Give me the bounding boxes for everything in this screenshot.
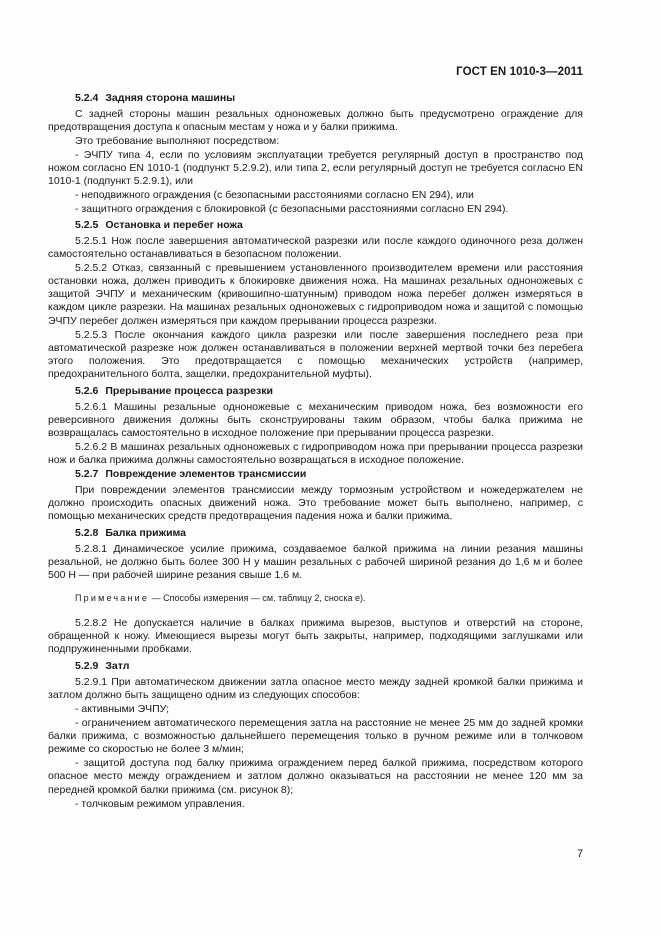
paragraph: 5.2.6.2 В машинах резальных одноножевых с гидроприводом ножа при прерывании процесса разрезки нож и балка прижима должны самостоятельно возвращаться в исходное положение. [48, 440, 583, 466]
section-number: 5.2.5 [75, 219, 99, 232]
section-number: 5.2.9 [75, 660, 99, 673]
list-item: - неподвижного ограждения (с безопасными расстояниями согласно EN 294), или [75, 189, 474, 202]
paragraph: 5.2.5.2 Отказ, связанный с превышением установленного производителем времени или расстояния остановки ножа, должен приводить к блокировке движения ножа. На машинах резальных одноножевых с защитой ЭЧПУ и механическим (кривошипно-шатунным) приводом ножа перебег должен измеряться в каждом цикле разрезки. На машинах резальных одноножевых с гидроприводом ножа и защитой с помощью ЭЧПУ перебег должен измеряться при каждом прерывании процесса разрезки. [48, 262, 583, 327]
section-heading-5-2-8 [48, 527, 583, 540]
paragraph: 5.2.8.1 Динамическое усилие прижима, создаваемое балкой прижима на линии резания машины резальной, не должно быть более 300 Н у машин резальных с рабочей шириной резания до 1,6 м и более 500 Н — при рабочей ширине резания свыше 1,6 м. [48, 542, 583, 581]
section-title: Затл [105, 660, 130, 673]
page-content [48, 92, 583, 812]
section-heading-5-2-9 [48, 660, 583, 673]
list-item: - ЭЧПУ типа 4, если по условиям эксплуатации требуется регулярный доступ в пространство под ножом согласно EN 1010-1 (подпункт 5.2.9.2), или типа 2, если регулярный доступ не требуется согласно EN 1010-1 (подпункт 5.2.9.1), или [48, 148, 583, 188]
paragraph: При повреждении элементов трансмиссии между тормозным устройством и ножедержателем не должно происходить опасных движений ножа. Это требование может быть выполнено, например, с помощью механических средств предотвращения падения ножа и балки прижима. [48, 483, 583, 522]
section-heading-5-2-7 [48, 468, 583, 481]
paragraph: 5.2.6.1 Машины резальные одноножевые с механическим приводом ножа, без возможности его реверсивного движения должны быть сконструированы таким образом, чтобы балка прижима не возвращалась самостоятельно в исходное положение при прерывании процесса разрезки. [48, 400, 583, 439]
paragraph: 5.2.5.1 Нож после завершения автоматической разрезки или после каждого одиночного реза должен самостоятельно останавливаться в безопасном положении. [48, 234, 583, 261]
paragraph: Это требование выполняют посредством: [75, 134, 280, 147]
section-heading-5-2-5 [48, 219, 583, 232]
section-title: Остановка и перебег ножа [105, 219, 243, 232]
paragraph: С задней стороны машин резальных одноножевых должно быть предусмотрено ограждение для предотвращения доступа к опасным местам у ножа и у балки прижима. [48, 107, 583, 133]
section-number: 5.2.6 [75, 384, 99, 397]
document-header-id: ГОСТ EN 1010-3—2011 [456, 66, 583, 78]
page-number: 7 [577, 848, 584, 860]
note-label: Примечание [75, 592, 150, 603]
list-item: - толчковым режимом управления. [75, 797, 245, 810]
section-heading-5-2-6 [48, 385, 583, 398]
list-item: - активными ЭЧПУ; [75, 702, 170, 715]
section-title: Повреждение элементов трансмиссии [105, 468, 307, 481]
paragraph: 5.2.9.1 При автоматическом движении затла опасное место между задней кромкой балки прижима и затлом должно быть защищено одним из следующих способов: [48, 675, 583, 701]
section-heading-5-2-4 [48, 92, 583, 105]
note-text: — Способы измерения — см. таблицу 2, сноска е). [149, 592, 366, 603]
list-item: - ограничением автоматического перемещения затла на расстояние не менее 25 мм до задней кромки балки прижима, с возможностью дальнейшего перемещения только в ручном режиме или в толчковом режиме со скоростью не более 3 м/мин; [48, 717, 583, 756]
list-item: - защитой доступа под балку прижима ограждением перед балкой прижима, посредством которого опасное место между ограждением и затлом должно оказываться на расстоянии не менее 120 мм за передней кромкой балки прижима (см. рисунок 8); [48, 757, 583, 796]
section-title: Задняя сторона машины [105, 92, 236, 104]
section-number: 5.2.7 [75, 468, 99, 481]
list-item: - защитного ограждения с блокировкой (с безопасными расстояниями согласно EN 294). [75, 203, 509, 216]
section-title: Балка прижима [105, 526, 187, 539]
note [48, 592, 583, 605]
paragraph: 5.2.5.3 После окончания каждого цикла разрезки или после завершения последнего реза при автоматической разрезке нож должен останавливаться в положении верхней мертвой точки без перебега этого положения. Это предотвращается с помощью механических устройств (например, предохранительного болта, защелки, предохранительной муфты). [48, 328, 583, 380]
section-number: 5.2.4 [75, 92, 99, 104]
section-title: Прерывание процесса разрезки [105, 384, 273, 397]
section-number: 5.2.8 [75, 526, 99, 539]
paragraph: 5.2.8.2 Не допускается наличие в балках прижима вырезов, выступов и отверстий на стороне, обращенной к ножу. Имеющиеся вырезы могут быть закрыты, например, подходящими заглушками или подпружиненными пробками. [48, 616, 583, 656]
